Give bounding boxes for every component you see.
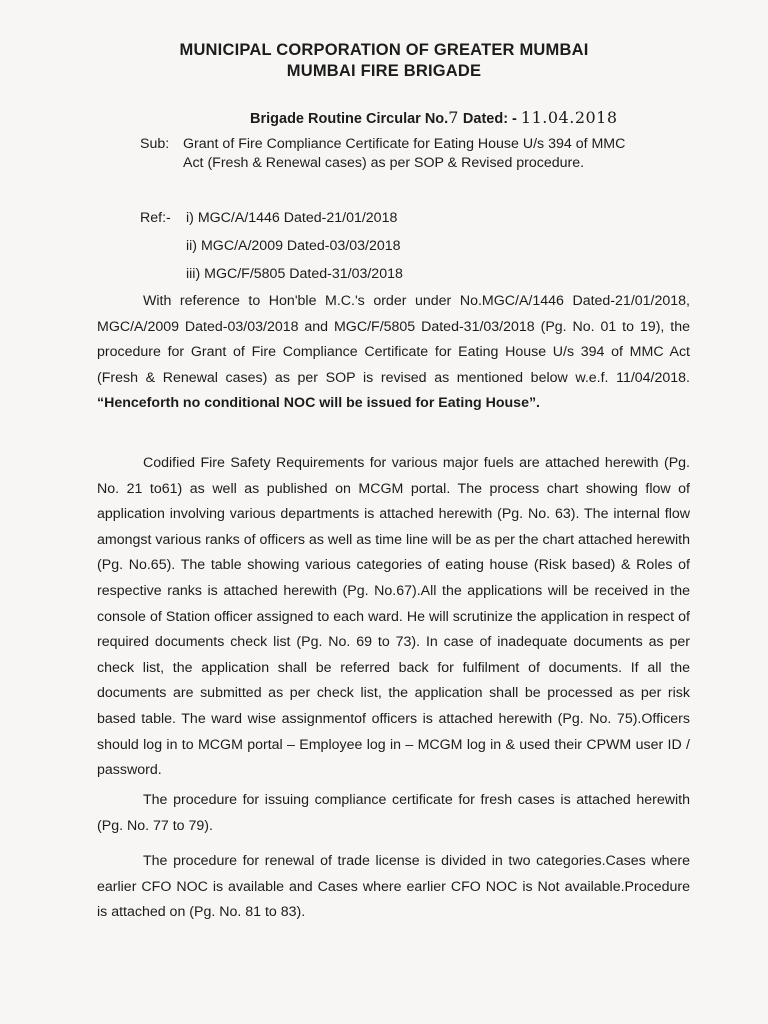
dated-label: Dated: - xyxy=(458,111,521,127)
organization-name: MUNICIPAL CORPORATION OF GREATER MUMBAI xyxy=(179,41,589,59)
circular-date: 11.04.2018 xyxy=(520,108,618,127)
subject-label: Sub: xyxy=(140,136,170,152)
paragraph-emphasis: “Henceforth no conditional NOC will be issued for Eating House”. xyxy=(97,395,540,412)
reference-item: ii) MGC/A/2009 Dated-03/03/2018 xyxy=(186,238,401,254)
paragraph-fresh-cases: The procedure for issuing compliance certificate for fresh cases is attached herewith (Pg. No. 77 to 79). xyxy=(97,792,690,834)
reference-item: i) MGC/A/1446 Dated-21/01/2018 xyxy=(186,210,398,226)
circular-heading xyxy=(250,108,618,127)
paragraph-renewal: The procedure for renewal of trade license is divided in two categories.Cases where earlier CFO NOC is available and Cases where earlier CFO NOC is Not available.Procedure is attached on (Pg. No. 81 to 83). xyxy=(97,853,690,921)
paragraph-text: With reference to Hon'ble M.C.'s order under No.MGC/A/1446 Dated-21/01/2018, MGC/A/2009 Dated-03/03/2018 and MGC/F/5805 Dated-31/03/2018 (Pg. No. 01 to 19), the procedure for Grant of Fire Compliance Certificate for Eating House U/s 394 of MMC Act (Fresh & Renewal cases) as per SOP is revised as mentioned below w.e.f. 11/04/2018. xyxy=(97,293,690,386)
circular-number: 7 xyxy=(448,108,459,127)
reference-label: Ref:- xyxy=(140,210,171,226)
paragraph-safety-requirements: Codified Fire Safety Requirements for various major fuels are attached herewith (Pg. No. 21 to61) as well as published on MCGM portal. The process chart showing flow of application involving various departments is attached herewith (Pg. No. 63). The internal flow amongst various ranks of officers as well as time line will be as per the chart attached herewith (Pg. No.65). The table showing various categories of eating house (Risk based) & Roles of respective ranks is attached herewith (Pg. No.67).All the applications will be received in the console of Station officer assigned to each ward. He will scrutinize the application in respect of required documents check list (Pg. No. 69 to 73). In case of inadequate documents as per check list, the application shall be referred back for fulfilment of documents. If all the documents are submitted as per check list, the application shall be processed as per risk based table. The ward wise assignmentof officers is attached herewith (Pg. No. 75).Officers should log in to MCGM portal – Employee log in – MCGM log in & used their CPWM user ID / password. xyxy=(97,455,690,779)
circular-label: Brigade Routine Circular No. xyxy=(250,111,449,127)
document-header xyxy=(0,40,768,82)
subject-text: Grant of Fire Compliance Certificate for Eating House U/s 394 of MMC Act (Fresh & Renewal cases) as per SOP & Revised procedure. xyxy=(183,136,626,171)
reference-item: iii) MGC/F/5805 Dated-31/03/2018 xyxy=(186,266,403,282)
department-name: MUMBAI FIRE BRIGADE xyxy=(286,62,482,80)
paragraph-reference-order xyxy=(97,289,690,417)
